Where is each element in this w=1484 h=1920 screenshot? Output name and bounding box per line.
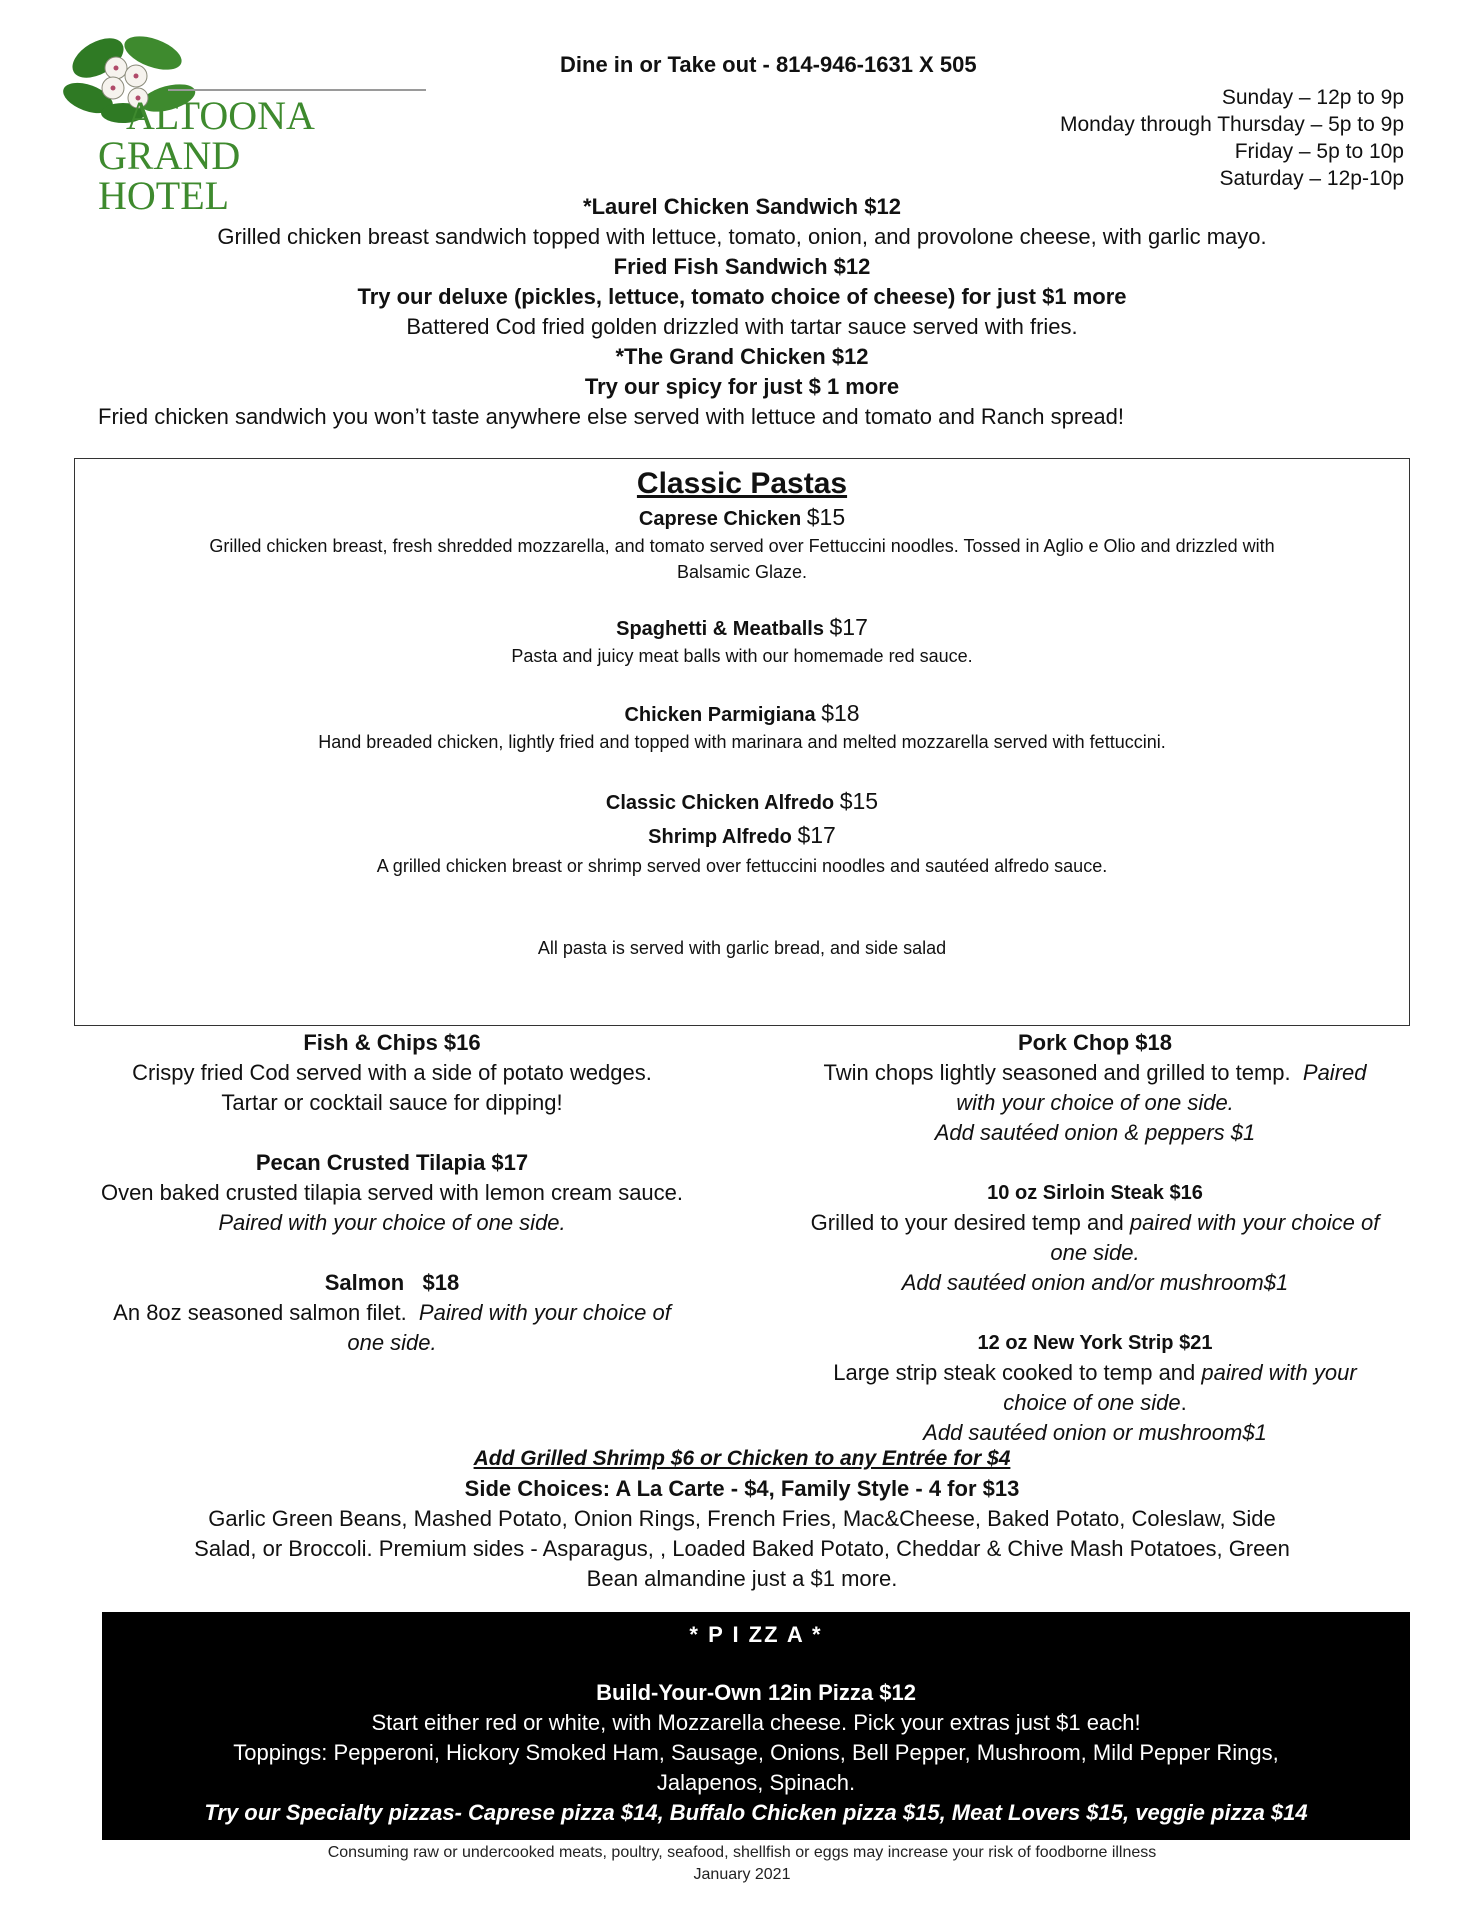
pizza-section [102,1612,1410,1840]
shrimp-name: Shrimp Alfredo [648,826,792,848]
grand-spicy-note: Try our spicy for just $ 1 more [584,374,900,399]
grand-chicken-desc: Fried chicken sandwich you won’t taste anywhere else served with lettuce and tomato and Ranch spread! [98,404,1125,429]
menu-date: January 2021 [693,1866,791,1883]
sirloin-side-2: one side. [1050,1240,1140,1265]
grand-chicken-title: *The Grand Chicken $12 [615,344,869,369]
logo-line-1: ALTOONA [126,93,315,138]
entrees-left-column [80,1028,704,1358]
footer [0,1842,1484,1886]
fish-chips-desc-2: Tartar or cocktail sauce for dipping! [221,1090,563,1115]
entrees-right-column [790,1028,1400,1448]
salmon-side-1: Paired with your choice of [418,1300,671,1325]
pizza-header: * P I ZZ A * [689,1622,823,1647]
hours-friday: Friday – 5p to 10p [1234,140,1404,163]
alfredo-desc: A grilled chicken breast or shrimp served over fettuccini noodles and sautéed alfredo sauce. [376,856,1108,876]
spaghetti-price: $17 [829,614,868,640]
sides-line-2: Salad, or Broccoli. Premium sides - Asparagus, , Loaded Baked Potato, Cheddar & Chive Mash Potatoes, Green [194,1536,1290,1561]
shrimp-price: $17 [797,822,836,848]
logo-divider [168,89,426,91]
spaghetti-name: Spaghetti & Meatballs [616,618,824,640]
strip-add: Add sautéed onion or mushroom$1 [923,1420,1267,1445]
strip-desc-line [790,1358,1400,1388]
side-choices-title: Side Choices: A La Carte - $4, Family Style - 4 for $13 [464,1476,1020,1501]
strip-side-2: choice of one side [1003,1390,1181,1415]
sirloin-desc: Grilled to your desired temp and [810,1210,1124,1235]
salmon-title: Salmon $18 [324,1270,460,1295]
pork-add: Add sautéed onion & peppers $1 [934,1120,1256,1145]
sides-section [160,1444,1324,1594]
salmon-side-2: one side. [347,1330,437,1355]
fish-sandwich-desc: Battered Cod fried golden drizzled with tartar sauce served with fries. [406,314,1078,339]
salmon-desc-line [80,1298,704,1328]
strip-side-1: paired with your [1201,1360,1357,1385]
pork-desc: Twin chops lightly seasoned and grilled to temp. [823,1060,1291,1085]
contact-line: Dine in or Take out - 814-946-1631 X 505 [560,52,977,77]
pork-side-2: with your choice of one side. [956,1090,1234,1115]
sirloin-title: 10 oz Sirloin Steak $16 [987,1182,1203,1204]
sides-line-1: Garlic Green Beans, Mashed Potato, Onion Rings, French Fries, Mac&Cheese, Baked Potato, Coleslaw, Side [208,1506,1276,1531]
parm-name: Chicken Parmigiana [624,704,816,726]
parm-desc: Hand breaded chicken, lightly fried and topped with marinara and melted mozzarella served with fettuccini. [318,732,1166,752]
sandwich-section [0,192,1484,432]
alfredo-heading [75,785,1409,819]
fish-deluxe-note: Try our deluxe (pickles, lettuce, tomato choice of cheese) for just $1 more [357,284,1127,309]
strip-period: . [1180,1390,1187,1415]
pork-title: Pork Chop $18 [1017,1030,1173,1055]
alfredo-name: Classic Chicken Alfredo [605,792,835,814]
alfredo-price: $15 [839,788,879,814]
sides-line-3: Bean almandine just a $1 more. [586,1566,898,1591]
caprese-desc-2: Balsamic Glaze. [676,562,808,582]
sirloin-add: Add sautéed onion and/or mushroom$1 [901,1270,1289,1295]
pizza-toppings-1: Toppings: Pepperoni, Hickory Smoked Ham, Sausage, Onions, Bell Pepper, Mushroom, Mild Pepper Rings, [233,1740,1279,1765]
pizza-toppings-2: Jalapenos, Spinach. [656,1770,856,1795]
caprese-heading [75,503,1409,533]
tilapia-title: Pecan Crusted Tilapia $17 [255,1150,529,1175]
caprese-desc-1: Grilled chicken breast, fresh shredded mozzarella, and tomato served over Fettuccini noodles. Tossed in Aglio e Olio and drizzled with [209,536,1275,556]
strip-desc: Large strip steak cooked to temp and [833,1360,1196,1385]
hours-block [1060,84,1404,192]
strip-title: 12 oz New York Strip $21 [977,1332,1213,1354]
pizza-title: Build-Your-Own 12in Pizza $12 [596,1680,916,1705]
tilapia-side: Paired with your choice of one side. [218,1210,566,1235]
hours-saturday: Saturday – 12p-10p [1219,167,1404,190]
parm-price: $18 [821,700,860,726]
caprese-price: $15 [806,504,846,530]
fish-chips-title: Fish & Chips $16 [303,1030,481,1055]
spaghetti-desc: Pasta and juicy meat balls with our homemade red sauce. [511,646,973,666]
logo-line-2: GRAND HOTEL [98,133,241,218]
shrimp-heading [75,819,1409,853]
pizza-specialty: Try our Specialty pizzas- Caprese pizza $14, Buffalo Chicken pizza $15, Meat Lovers $15, veggie pizza $14 [204,1800,1308,1825]
hours-sunday: Sunday – 12p to 9p [1221,86,1404,109]
pizza-desc: Start either red or white, with Mozzarella cheese. Pick your extras just $1 each! [371,1710,1141,1735]
laurel-title: *Laurel Chicken Sandwich $12 [583,194,901,219]
food-warning: Consuming raw or undercooked meats, poultry, seafood, shellfish or eggs may increase your risk of foodborne illness [327,1844,1157,1861]
sirloin-side-1: paired with your choice of [1129,1210,1380,1235]
sirloin-desc-line [790,1208,1400,1238]
hotel-logo [58,28,378,218]
spaghetti-heading [75,613,1409,643]
pork-desc-line [790,1058,1400,1088]
pork-side-1: Paired [1302,1060,1367,1085]
fish-sandwich-title: Fried Fish Sandwich $12 [613,254,871,279]
parm-heading [75,699,1409,729]
caprese-name: Caprese Chicken [638,508,802,530]
pasta-title: Classic Pastas [636,467,848,500]
hours-weekdays: Monday through Thursday – 5p to 9p [1059,113,1404,136]
pasta-section [74,458,1410,1026]
entree-addon: Add Grilled Shrimp $6 or Chicken to any Entrée for $4 [473,1447,1011,1470]
pasta-note: All pasta is served with garlic bread, and side salad [537,938,947,958]
salmon-desc: An 8oz seasoned salmon filet. [113,1300,407,1325]
fish-chips-desc-1: Crispy fried Cod served with a side of potato wedges. [132,1060,652,1085]
strip-side-line [790,1388,1400,1418]
tilapia-desc: Oven baked crusted tilapia served with lemon cream sauce. [100,1180,684,1205]
laurel-desc: Grilled chicken breast sandwich topped with lettuce, tomato, onion, and provolone cheese, with garlic mayo. [217,224,1267,249]
